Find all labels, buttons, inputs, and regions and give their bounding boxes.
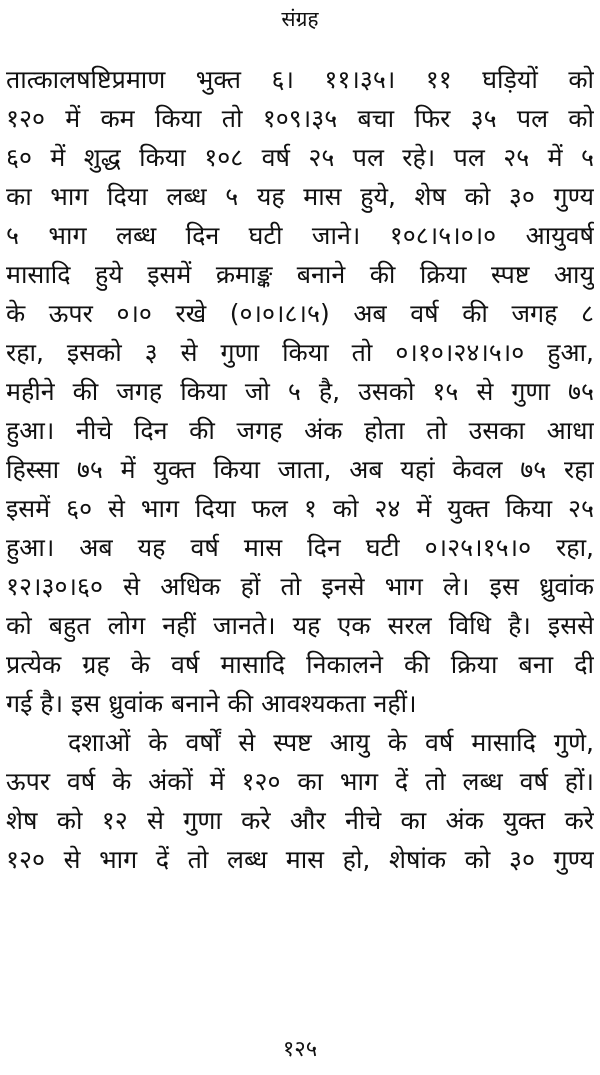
- text-line: महीने की जगह किया जो ५ है, उसको १५ से गुणा ७५: [6, 377, 594, 406]
- text-line: ऊपर वर्ष के अंकों में १२० का भाग दें तो लब्ध वर्ष हों।: [6, 767, 594, 796]
- text-line: का भाग दिया लब्ध ५ यह मास हुये, शेष को ३० गुण्य: [6, 182, 594, 211]
- text-line: शेष को १२ से गुणा करे और नीचे का अंक युक्त करे: [6, 806, 594, 835]
- text-line: १२० में कम किया तो १०९।३५ बचा फिर ३५ पल को: [6, 104, 594, 133]
- text-line: रहा, इसको ३ से गुणा किया तो ०।१०।२४।५।० हुआ,: [6, 338, 594, 367]
- text-line: १२० से भाग दें तो लब्ध मास हो, शेषांक को ३० गुण्य: [6, 845, 594, 874]
- text-line: ५ भाग लब्ध दिन घटी जाने। १०८।५।०।० आयुवर्ष: [6, 221, 594, 250]
- text-line: गई है। इस ध्रुवांक बनाने की आवश्यकता नहीं।: [6, 689, 417, 718]
- running-header: संग्रह: [281, 7, 319, 31]
- page-number: १२५: [282, 1037, 318, 1062]
- text-line: प्रत्येक ग्रह के वर्ष मासादि निकालने की क्रिया बना दी: [6, 650, 594, 679]
- text-line: के ऊपर ०।० रखे (०।०।८।५) अब वर्ष की जगह ८: [6, 299, 594, 328]
- paragraph-first-line: दशाओं के वर्षों से स्पष्ट आयु के वर्ष मासादि गुणे,: [68, 728, 594, 757]
- text-line: १२।३०।६० से अधिक हों तो इनसे भाग ले। इस ध्रुवांक: [6, 572, 594, 601]
- text-line: हुआ। अब यह वर्ष मास दिन घटी ०।२५।१५।० रहा,: [6, 533, 594, 562]
- body-text: [6, 60, 594, 879]
- text-line: को बहुत लोग नहीं जानते। यह एक सरल विधि है। इससे: [6, 611, 594, 640]
- text-line: तात्कालषष्टिप्रमाण भुक्त ६। ११।३५। ११ घड़ियों को: [6, 65, 594, 94]
- text-line: इसमें ६० से भाग दिया फल १ को २४ में युक्त किया २५: [6, 494, 594, 523]
- text-line: हिस्सा ७५ में युक्त किया जाता, अब यहां केवल ७५ रहा: [6, 455, 594, 484]
- text-line: हुआ। नीचे दिन की जगह अंक होता तो उसका आधा: [6, 416, 594, 445]
- text-line: ६० में शुद्ध किया १०८ वर्ष २५ पल रहे। पल २५ में ५: [6, 143, 594, 172]
- text-line: मासादि हुये इसमें क्रमाङ्क बनाने की क्रिया स्पष्ट आयु: [6, 260, 594, 289]
